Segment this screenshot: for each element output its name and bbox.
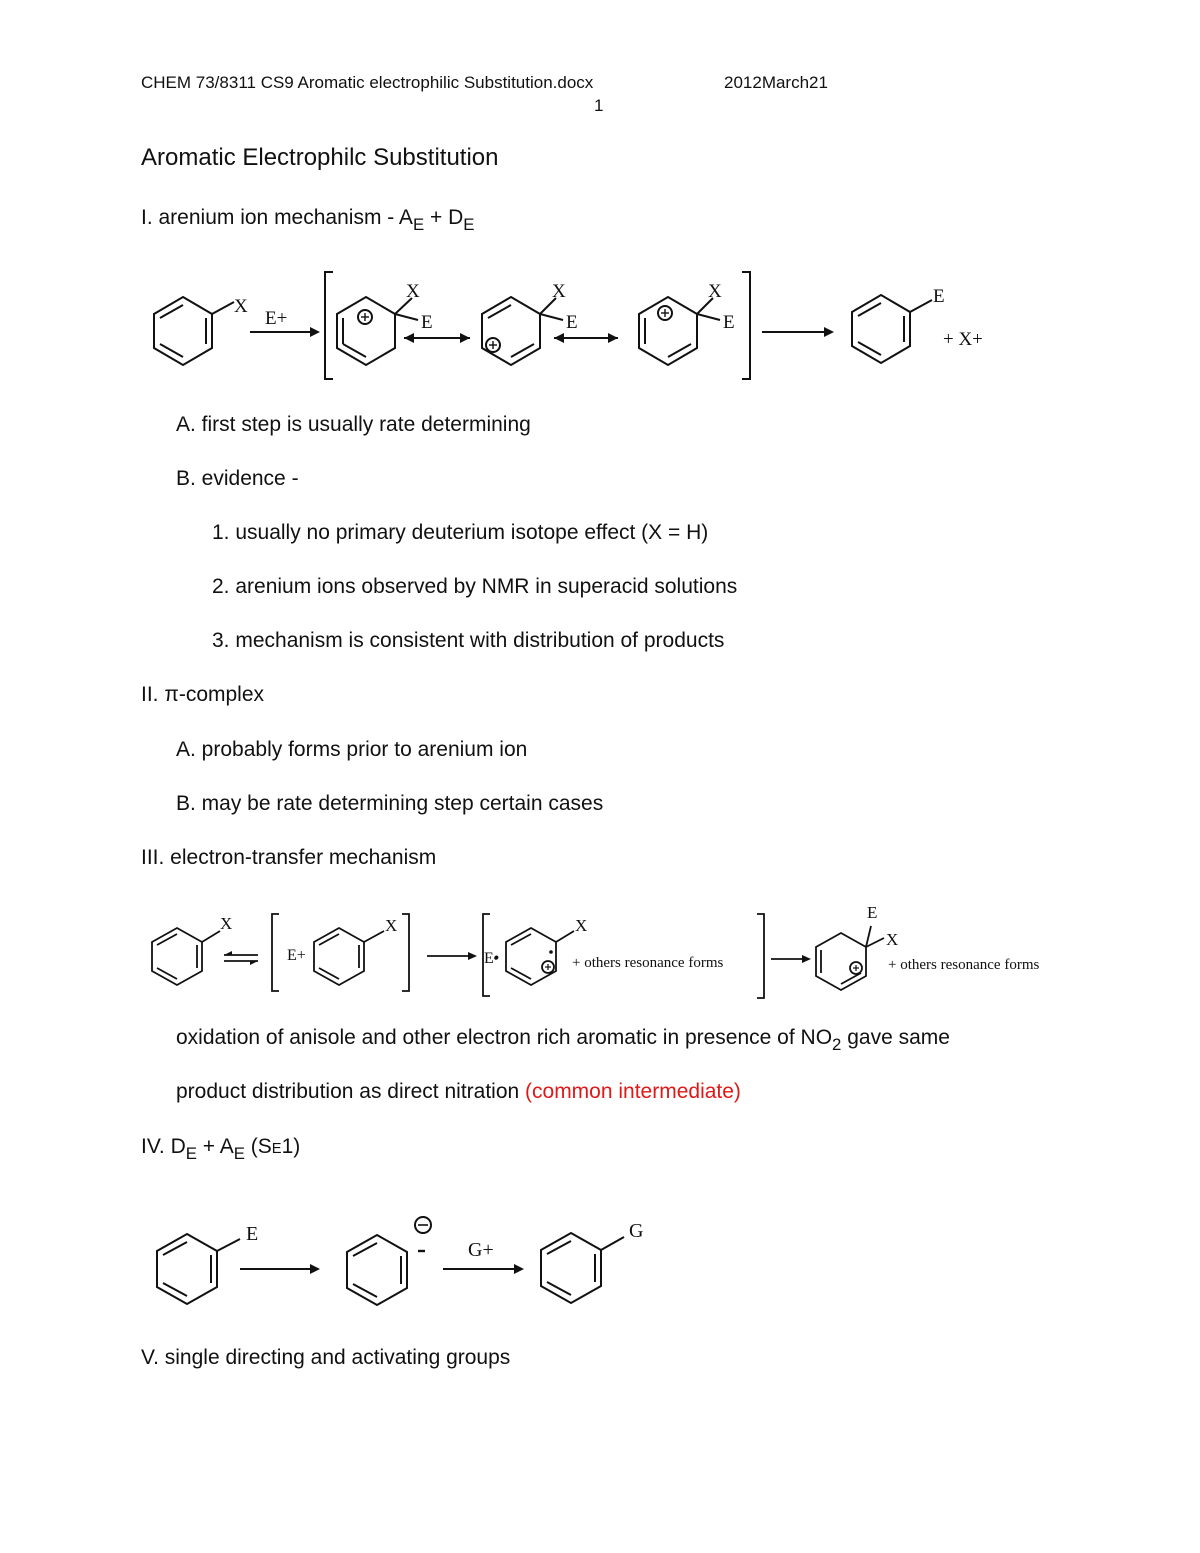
- reagent-e-plus: E+: [265, 308, 288, 329]
- label-e-4: E: [723, 312, 735, 333]
- section-2-heading: II. π-complex: [141, 683, 265, 706]
- section-2-item-a: A. probably forms prior to arenium ion: [176, 738, 528, 761]
- se1-scheme: [140, 1205, 660, 1320]
- section-3-heading: III. electron-transfer mechanism: [141, 846, 437, 869]
- section-5-heading: V. single directing and activating groups: [141, 1346, 511, 1369]
- aryl-anion-ring: [347, 1217, 431, 1305]
- section-4-heading: IV. $D_E + A_E$ (SE1): [141, 1135, 301, 1163]
- label-x-4: X: [708, 281, 722, 302]
- benzene-ring-et-1: [152, 928, 220, 985]
- label-e-product: E: [933, 286, 945, 307]
- benzene-ring-et-2: [314, 928, 384, 985]
- benzene-ring-reactant: [154, 297, 234, 365]
- section-3-note-line-1: oxidation of anisole and other electron rich aromatic in presence of $NO_2$ gave same: [176, 1026, 950, 1054]
- header-filename: CHEM 73/8311 CS9 Aromatic electrophilic Substitution.docx: [141, 73, 594, 92]
- et-e-plus: E+: [287, 947, 306, 964]
- section-3-note-line-2: product distribution as direct nitration (common intermediate): [176, 1080, 741, 1103]
- se1-label-g: G: [629, 1220, 644, 1242]
- benzene-ring-se1-reactant: [157, 1234, 240, 1304]
- evidence-item-2: 2. arenium ions observed by NMR in superacid solutions: [212, 575, 738, 598]
- bracket-right: [742, 272, 750, 379]
- et-others-1: + others resonance forms: [572, 955, 724, 971]
- et-label-e: E: [867, 903, 878, 922]
- radical-cation-ring: [506, 928, 574, 985]
- header-date: 2012March21: [724, 73, 828, 92]
- et-label-x-2: X: [385, 916, 398, 935]
- byproduct-x-plus: + X+: [943, 329, 983, 350]
- se1-label-e: E: [246, 1223, 259, 1245]
- et-label-x-3: X: [575, 916, 588, 935]
- sigma-complex-ring: [816, 926, 884, 990]
- et-label-x-1: X: [220, 914, 233, 933]
- bracket-left: [325, 272, 333, 379]
- label-x-1: X: [234, 296, 248, 317]
- arenium-ring-a: [337, 297, 418, 365]
- page-title: Aromatic Electrophilc Substitution: [141, 144, 499, 171]
- se1-g-plus: G+: [468, 1239, 494, 1261]
- label-e-3: E: [566, 312, 578, 333]
- benzene-ring-product: [852, 295, 932, 363]
- et-label-x-4: X: [886, 930, 899, 949]
- common-intermediate-highlight: (common intermediate): [525, 1080, 741, 1103]
- label-e-2: E: [421, 312, 433, 333]
- section-1-heading: I. arenium ion mechanism - $A_E + D_E$: [141, 206, 475, 234]
- arenium-ring-c: [639, 297, 720, 365]
- evidence-item-3: 3. mechanism is consistent with distribution of products: [212, 629, 725, 652]
- et-e-radical: E•: [484, 950, 500, 967]
- evidence-item-1: 1. usually no primary deuterium isotope effect (X = H): [212, 521, 709, 544]
- label-x-3: X: [552, 281, 566, 302]
- electron-transfer-scheme: [140, 900, 1070, 1005]
- arenium-ring-b: [482, 297, 563, 365]
- section-1-item-a: A. first step is usually rate determining: [176, 413, 531, 436]
- section-2-item-b: B. may be rate determining step certain cases: [176, 792, 604, 815]
- arenium-mechanism-scheme: [140, 262, 1010, 387]
- page-number: 1: [594, 96, 604, 115]
- et-others-2: + others resonance forms: [888, 957, 1040, 973]
- label-x-2: X: [406, 281, 420, 302]
- section-1-item-b: B. evidence -: [176, 467, 299, 490]
- benzene-ring-se1-product: [541, 1233, 624, 1303]
